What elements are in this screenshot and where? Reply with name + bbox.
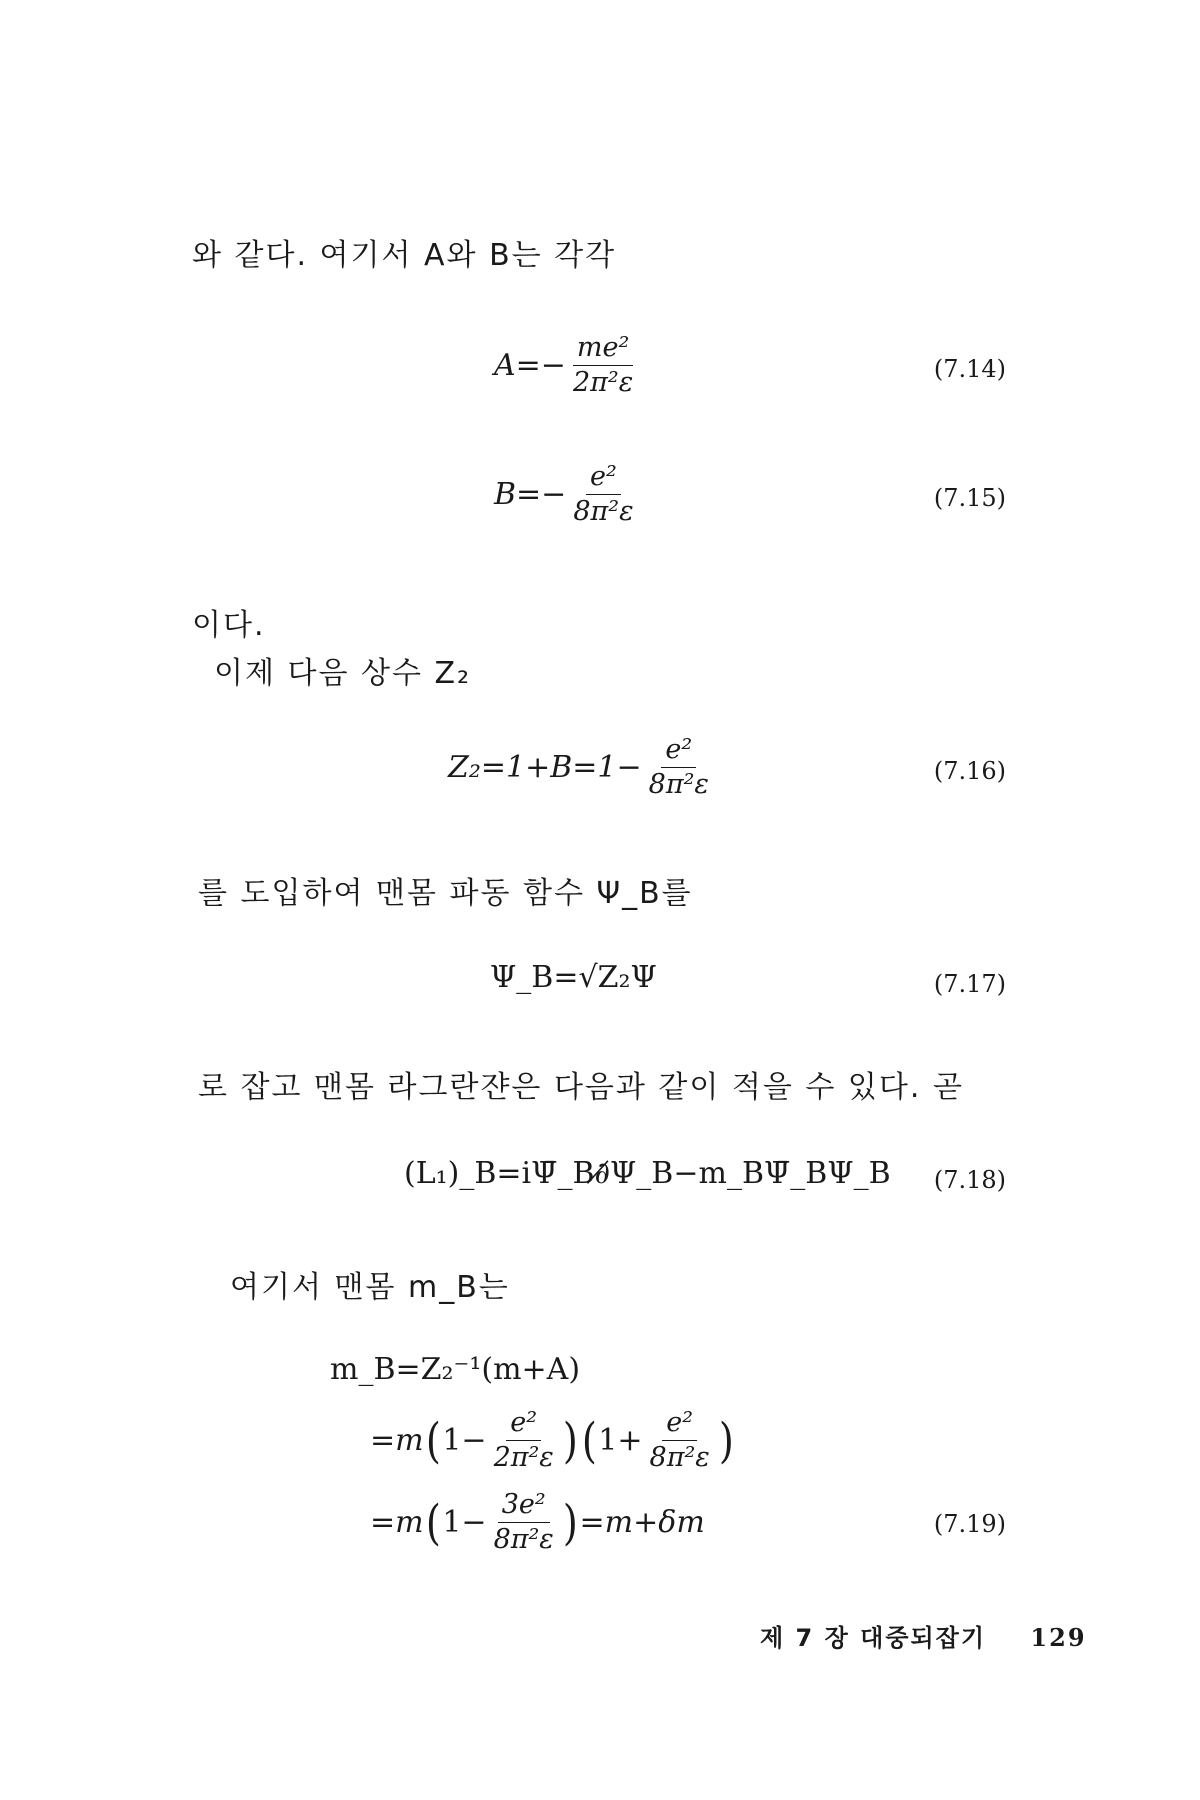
equation-7-19-line-2: =m ( 1− $\frac{\text{e²}}{\text{2π²ε}}$ ) ( 1+ $\frac{\text{e²}}{\text{8π²ε}}$ ) bbox=[370, 1407, 734, 1474]
eq-7-15-fraction bbox=[569, 462, 637, 527]
paragraph-5: 로 잡고 맨몸 라그란쟌은 다음과 같이 적을 수 있다. 곧 bbox=[198, 1070, 964, 1105]
page-number: 129 bbox=[1030, 1623, 1087, 1652]
equation-7-18: (L₁)_B=iΨ̄_B∂̸Ψ_B−m_BΨ̄_BΨ_B bbox=[404, 1156, 891, 1191]
paragraph-3: 이제 다음 상수 Z₂ bbox=[214, 656, 472, 691]
eq-7-19-line-3-tail: =m+δm bbox=[579, 1505, 705, 1541]
eq-7-16-denominator: 8π²ε bbox=[648, 769, 709, 801]
equation-number-7-18: (7.18) bbox=[933, 1166, 1006, 1194]
eq-7-16-fraction bbox=[645, 735, 713, 800]
eq-7-14-denominator: 2π²ε bbox=[572, 367, 634, 399]
eq-7-15-numerator: e² bbox=[586, 462, 621, 495]
paragraph-4: 를 도입하여 맨몸 파동 함수 Ψ_B를 bbox=[198, 876, 693, 911]
eq-7-19-line-3-fraction: $\frac{\text{3e²}}{\text{8π²ε}}$ bbox=[493, 1489, 554, 1556]
eq-7-15-denominator: 8π²ε bbox=[573, 496, 634, 528]
eq-7-14-fraction bbox=[569, 333, 637, 398]
equation-7-15 bbox=[494, 462, 641, 527]
equation-number-7-16: (7.16) bbox=[933, 757, 1006, 785]
equation-7-14 bbox=[494, 333, 640, 398]
eq-7-15-lhs: B=− bbox=[494, 477, 567, 513]
eq-7-16-lhs: Z₂=1+B=1− bbox=[448, 750, 642, 786]
eq-7-19-line-2-fraction-1: $\frac{\text{e²}}{\text{2π²ε}}$ bbox=[493, 1407, 554, 1474]
equation-number-7-19: (7.19) bbox=[933, 1510, 1006, 1538]
eq-7-19-line-2-fraction-2: $\frac{\text{e²}}{\text{8π²ε}}$ bbox=[649, 1407, 710, 1474]
eq-7-14-numerator: me² bbox=[573, 333, 633, 366]
eq-7-14-lhs: A=− bbox=[494, 348, 566, 384]
equation-7-19-line-1: m_B=Z₂⁻¹(m+A) bbox=[330, 1352, 581, 1387]
chapter-title: 제 7 장 대중되잡기 bbox=[760, 1624, 987, 1652]
equation-7-19-line-3: =m ( 1− $\frac{\text{3e²}}{\text{8π²ε}}$ ) =m+δm bbox=[370, 1489, 705, 1556]
paragraph-1: 와 같다. 여기서 A와 B는 각각 bbox=[192, 238, 617, 273]
equation-number-7-17: (7.17) bbox=[933, 970, 1006, 998]
eq-7-16-numerator: e² bbox=[661, 735, 696, 768]
equation-7-17: Ψ_B=√Z₂Ψ bbox=[490, 960, 657, 995]
equation-number-7-15: (7.15) bbox=[933, 484, 1006, 512]
running-footer bbox=[760, 1618, 1087, 1653]
equation-7-16 bbox=[448, 735, 716, 800]
equation-number-7-14: (7.14) bbox=[933, 355, 1006, 383]
paragraph-2: 이다. bbox=[192, 608, 266, 643]
paragraph-6: 여기서 맨몸 m_B는 bbox=[230, 1270, 510, 1305]
